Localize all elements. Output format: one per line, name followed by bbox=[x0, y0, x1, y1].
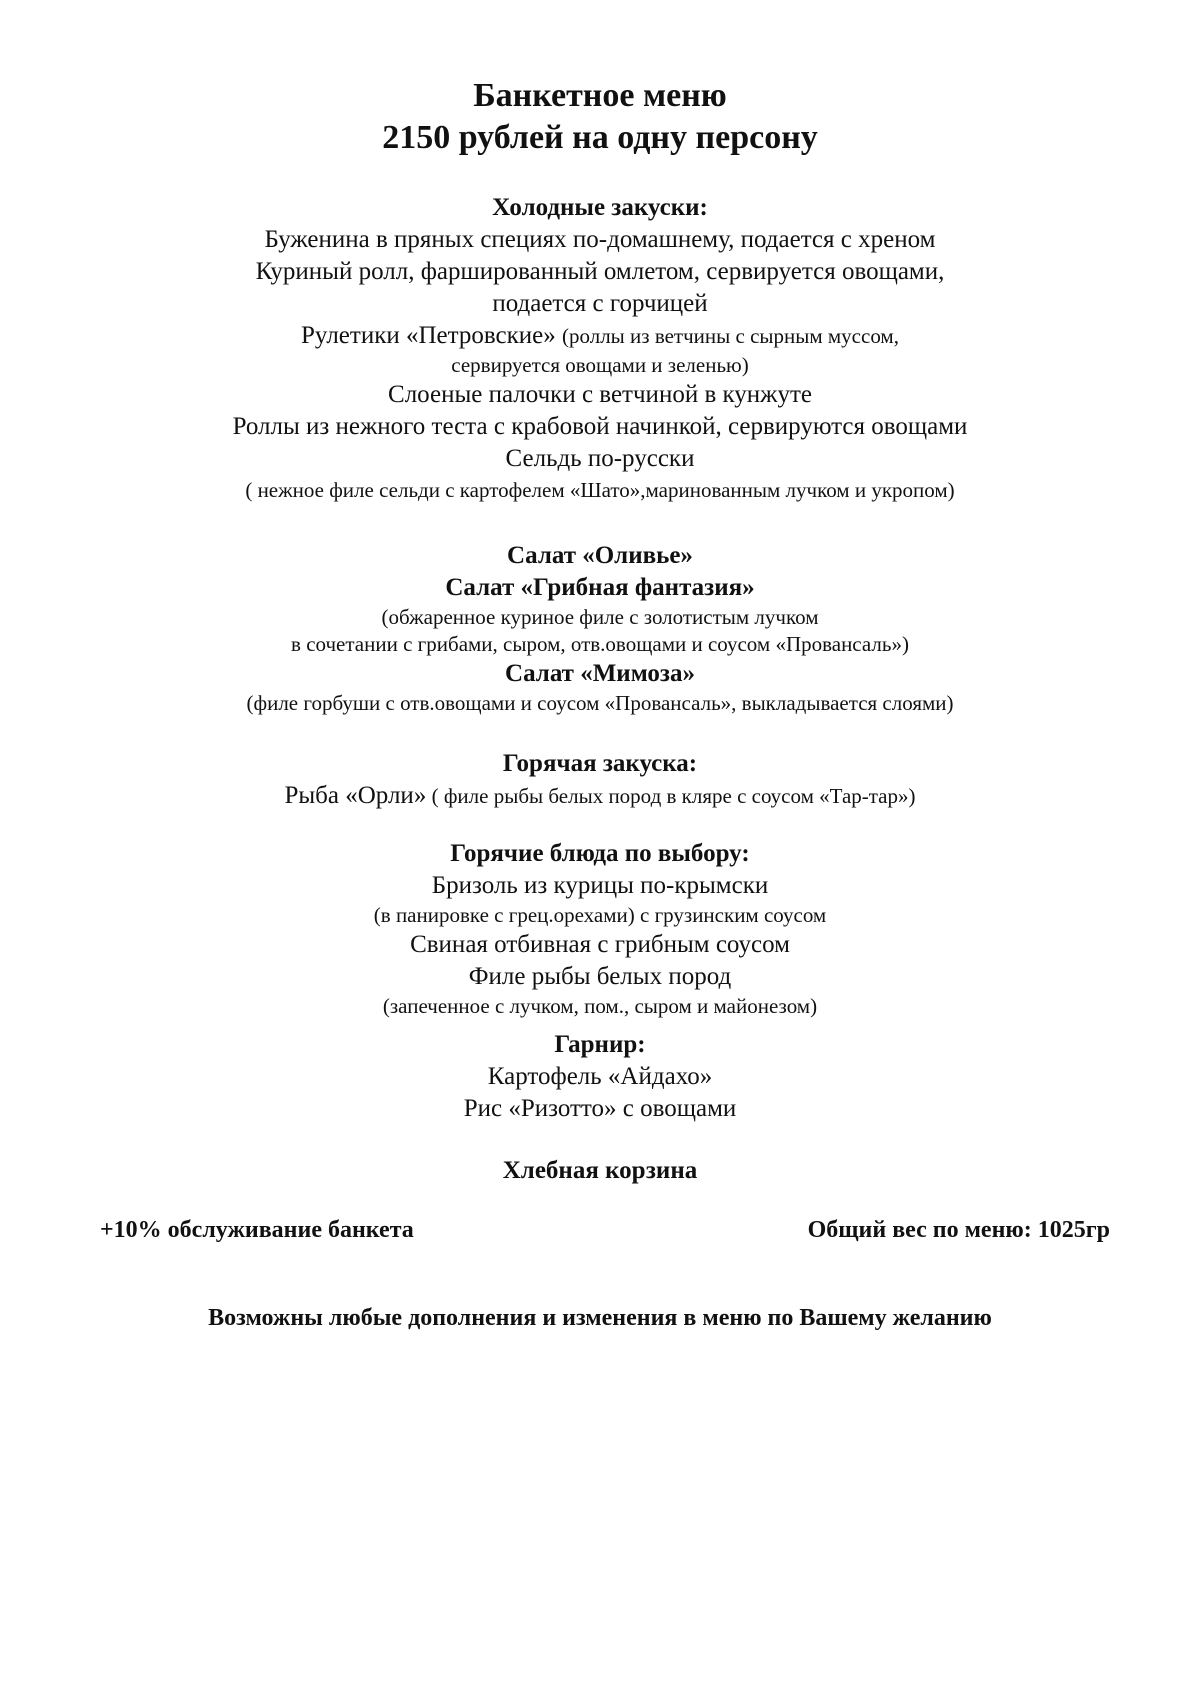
garnish-heading: Гарнир: bbox=[554, 1031, 646, 1058]
cold-item-puff-sticks: Слоеные палочки с ветчиной в кунжуте bbox=[388, 381, 812, 408]
cold-item-chicken-roll-cont: подается с горчицей bbox=[492, 290, 708, 317]
hot-appetizer-section bbox=[0, 748, 1200, 812]
hot-dish-brizol-desc: (в панировке с грец.орехами) с грузинским соусом bbox=[373, 903, 827, 927]
total-weight: Общий вес по меню: 1025гр bbox=[807, 1217, 1110, 1243]
bread-section bbox=[0, 1155, 1200, 1187]
menu-title: Банкетное меню bbox=[473, 77, 727, 114]
cold-item-petrovskie-name: Рулетики «Петровские» bbox=[301, 322, 556, 349]
hot-appetizer-heading: Горячая закуска: bbox=[502, 750, 698, 777]
cold-item-crab-rolls: Роллы из нежного теста с крабовой начинкой, сервируются овощами bbox=[232, 413, 968, 440]
cold-item-herring: Сельдь по-русски bbox=[505, 445, 695, 472]
service-charge: +10% обслуживание банкета bbox=[100, 1217, 414, 1243]
closing-note: Возможны любые дополнения и изменения в меню по Вашему желанию bbox=[208, 1305, 992, 1331]
cold-item-chicken-roll: Куриный ролл, фаршированный омлетом, сервируется овощами, bbox=[255, 258, 945, 285]
hot-dishes-heading: Горячие блюда по выбору: bbox=[450, 840, 750, 867]
salad-mimosa-desc: (филе горбуши с отв.овощами и соусом «Провансаль», выкладывается слоями) bbox=[246, 691, 954, 715]
salad-mushroom-desc-2: в сочетании с грибами, сыром, отв.овощами и соусом «Провансаль») bbox=[291, 632, 909, 656]
bread-basket: Хлебная корзина bbox=[502, 1157, 698, 1184]
salad-mushroom: Салат «Грибная фантазия» bbox=[445, 574, 755, 601]
menu-price: 2150 рублей на одну персону bbox=[382, 119, 818, 156]
cold-item-buzhenina: Буженина в пряных специях по-домашнему, подается с хреном bbox=[264, 226, 936, 253]
hot-dish-brizol: Бризоль из курицы по-крымски bbox=[431, 872, 769, 899]
cold-appetizers-heading: Холодные закуски: bbox=[492, 194, 708, 221]
hot-dish-fish-fillet-desc: (запеченное с лучком, пом., сыром и майонезом) bbox=[382, 994, 818, 1018]
cold-item-petrovskie bbox=[0, 320, 1200, 352]
salad-mushroom-desc-1: (обжаренное куриное филе с золотистым лучком bbox=[381, 605, 819, 629]
hot-appetizer-item-desc: ( филе рыбы белых пород в кляре с соусом «Тар-тар») bbox=[426, 784, 916, 808]
salad-olivier: Салат «Оливье» bbox=[507, 542, 693, 569]
cold-appetizers-section bbox=[0, 192, 1200, 505]
salads-section bbox=[0, 540, 1200, 717]
cold-item-petrovskie-desc: (роллы из ветчины с сырным муссом, bbox=[562, 324, 899, 348]
cold-item-petrovskie-desc-cont: сервируется овощами и зеленью) bbox=[451, 353, 749, 377]
hot-dish-pork-chop: Свиная отбивная с грибным соусом bbox=[410, 931, 790, 958]
hot-dishes-section bbox=[0, 838, 1200, 1020]
hot-appetizer-item bbox=[0, 780, 1200, 812]
hot-dish-fish-fillet: Филе рыбы белых пород bbox=[468, 963, 732, 990]
salad-mimosa: Салат «Мимоза» bbox=[505, 660, 695, 687]
garnish-section bbox=[0, 1029, 1200, 1125]
hot-appetizer-item-name: Рыба «Орли» bbox=[284, 782, 427, 809]
garnish-potato: Картофель «Айдахо» bbox=[487, 1063, 713, 1090]
garnish-risotto: Рис «Ризотто» с овощами bbox=[463, 1095, 737, 1122]
cold-item-herring-desc: ( нежное филе сельди с картофелем «Шато»,маринованным лучком и укропом) bbox=[245, 478, 955, 502]
